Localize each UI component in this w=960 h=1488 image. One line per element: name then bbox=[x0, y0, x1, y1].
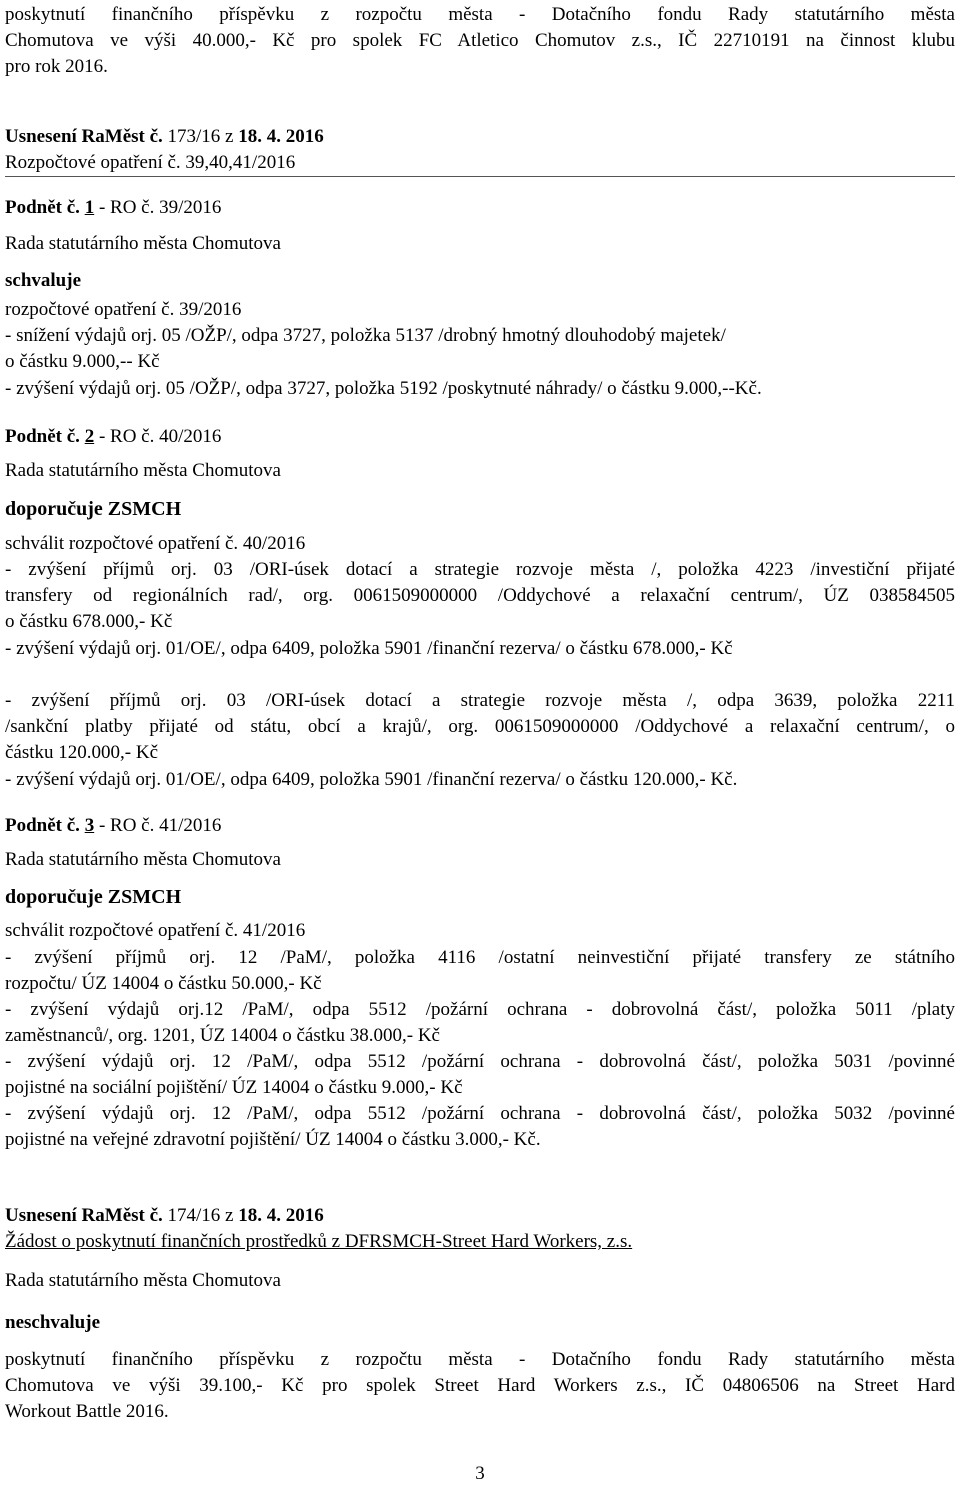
paragraph-line: - zvýšení výdajů orj. 05 /OŽP/, odpa 3727, položka 5192 /poskytnuté náhrady/ o částku 9.000,--Kč. bbox=[5, 378, 762, 399]
item-ro-number: 40/2016 bbox=[159, 426, 222, 447]
resolution-number: 173/16 z bbox=[162, 126, 239, 147]
paragraph-line: Chomutova ve výši 39.100,- Kč pro spolek Street Hard Workers z.s., IČ 04806506 na Street Hard bbox=[5, 1375, 955, 1396]
item-ro-label: - RO č. bbox=[94, 815, 160, 836]
council-name: Rada statutárního města Chomutova bbox=[5, 849, 281, 870]
paragraph-line: - zvýšení výdajů orj. 01/OE/, odpa 6409, položka 5901 /finanční rezerva/ o částku 678.000,- Kč bbox=[5, 638, 733, 659]
item-heading bbox=[5, 424, 955, 450]
paragraph-line: poskytnutí finančního příspěvku z rozpočtu města - Dotačního fondu Rady statutárního města bbox=[5, 4, 955, 25]
item-ro-number: 41/2016 bbox=[159, 815, 222, 836]
item-heading bbox=[5, 195, 955, 221]
decision-verb: doporučuje ZSMCH bbox=[5, 498, 182, 520]
paragraph-line: - zvýšení výdajů orj. 12 /PaM/, odpa 5512 /požární ochrana - dobrovolná část/, položka 5031 /povinné bbox=[5, 1051, 955, 1072]
paragraph-line: rozpočtové opatření č. 39/2016 bbox=[5, 299, 242, 320]
resolution-label: Usnesení RaMěst č. bbox=[5, 126, 163, 147]
paragraph-line: poskytnutí finančního příspěvku z rozpočtu města - Dotačního fondu Rady statutárního města bbox=[5, 1349, 955, 1370]
paragraph-line: - zvýšení výdajů orj. 01/OE/, odpa 6409, položka 5901 /finanční rezerva/ o částku 120.000,- Kč. bbox=[5, 769, 738, 790]
paragraph-line: schválit rozpočtové opatření č. 41/2016 bbox=[5, 920, 306, 941]
council-name: Rada statutárního města Chomutova bbox=[5, 460, 281, 481]
paragraph-line: schválit rozpočtové opatření č. 40/2016 bbox=[5, 533, 306, 554]
paragraph-line: pojistné na veřejné zdravotní pojištění/ ÚZ 14004 o částku 3.000,- Kč. bbox=[5, 1129, 541, 1150]
item-ro-label: - RO č. bbox=[94, 426, 160, 447]
paragraph-line: - zvýšení příjmů orj. 03 /ORI-úsek dotací a strategie rozvoje města /, odpa 3639, položka 2211 bbox=[5, 690, 955, 711]
paragraph-line: - zvýšení příjmů orj. 03 /ORI-úsek dotací a strategie rozvoje města /, položka 4223 /investiční přijaté bbox=[5, 559, 955, 580]
paragraph-line: o částku 678.000,- Kč bbox=[5, 611, 173, 632]
paragraph-line: /sankční platby přijaté od státu, obcí a krajů/, org. 0061509000000 /Oddychové a relaxační centrum/, o bbox=[5, 716, 955, 737]
item-ro-number: 39/2016 bbox=[159, 197, 222, 218]
council-name: Rada statutárního města Chomutova bbox=[5, 1270, 281, 1291]
resolution-date: 18. 4. 2016 bbox=[238, 126, 324, 147]
item-label: Podnět č. bbox=[5, 197, 80, 218]
item-number: 2 bbox=[84, 426, 95, 447]
page-number: 3 bbox=[475, 1463, 485, 1484]
resolution-heading bbox=[5, 1203, 955, 1229]
paragraph-line: - zvýšení výdajů orj.12 /PaM/, odpa 5512 /požární ochrana - dobrovolná část/, položka 5011 /platy bbox=[5, 999, 955, 1020]
paragraph-line: - snížení výdajů orj. 05 /OŽP/, odpa 3727, položka 5137 /drobný hmotný dlouhodobý majetek/ bbox=[5, 325, 726, 346]
paragraph-line: - zvýšení příjmů orj. 12 /PaM/, položka 4116 /ostatní neinvestiční přijaté transfery ze státního bbox=[5, 947, 955, 968]
resolution-label: Usnesení RaMěst č. bbox=[5, 1205, 163, 1226]
item-label: Podnět č. bbox=[5, 426, 80, 447]
decision-verb: doporučuje ZSMCH bbox=[5, 886, 182, 908]
item-ro-label: - RO č. bbox=[94, 197, 160, 218]
resolution-number: 174/16 z bbox=[162, 1205, 239, 1226]
paragraph-line: o částku 9.000,-- Kč bbox=[5, 351, 160, 372]
decision-verb: schvaluje bbox=[5, 270, 81, 291]
item-heading bbox=[5, 813, 955, 839]
paragraph-line: pro rok 2016. bbox=[5, 56, 108, 77]
resolution-subject: Žádost o poskytnutí finančních prostředků z DFRSMCH-Street Hard Workers, z.s. bbox=[5, 1231, 633, 1252]
paragraph-line: částku 120.000,- Kč bbox=[5, 742, 159, 763]
council-name: Rada statutárního města Chomutova bbox=[5, 233, 281, 254]
item-number: 1 bbox=[84, 197, 95, 218]
paragraph-line: - zvýšení výdajů orj. 12 /PaM/, odpa 5512 /požární ochrana - dobrovolná část/, položka 5032 /povinné bbox=[5, 1103, 955, 1124]
resolution-heading bbox=[5, 124, 955, 150]
decision-verb: neschvaluje bbox=[5, 1312, 100, 1333]
paragraph-line: Chomutova ve výši 40.000,- Kč pro spolek FC Atletico Chomutov z.s., IČ 22710191 na činnost klubu bbox=[5, 30, 955, 51]
paragraph-line: zaměstnanců/, org. 1201, ÚZ 14004 o částku 38.000,- Kč bbox=[5, 1025, 440, 1046]
resolution-date: 18. 4. 2016 bbox=[238, 1205, 324, 1226]
resolution-subject: Rozpočtové opatření č. 39,40,41/2016 bbox=[5, 152, 296, 173]
paragraph-line: Workout Battle 2016. bbox=[5, 1401, 169, 1422]
paragraph-line: pojistné na sociální pojištění/ ÚZ 14004 o částku 9.000,- Kč bbox=[5, 1077, 463, 1098]
divider bbox=[5, 176, 955, 177]
paragraph-line: rozpočtu/ ÚZ 14004 o částku 50.000,- Kč bbox=[5, 973, 322, 994]
paragraph-line: transfery od regionálních rad/, org. 0061509000000 /Oddychové a relaxační centrum/, ÚZ 038584505 bbox=[5, 585, 955, 606]
item-number: 3 bbox=[84, 815, 95, 836]
item-label: Podnět č. bbox=[5, 815, 80, 836]
